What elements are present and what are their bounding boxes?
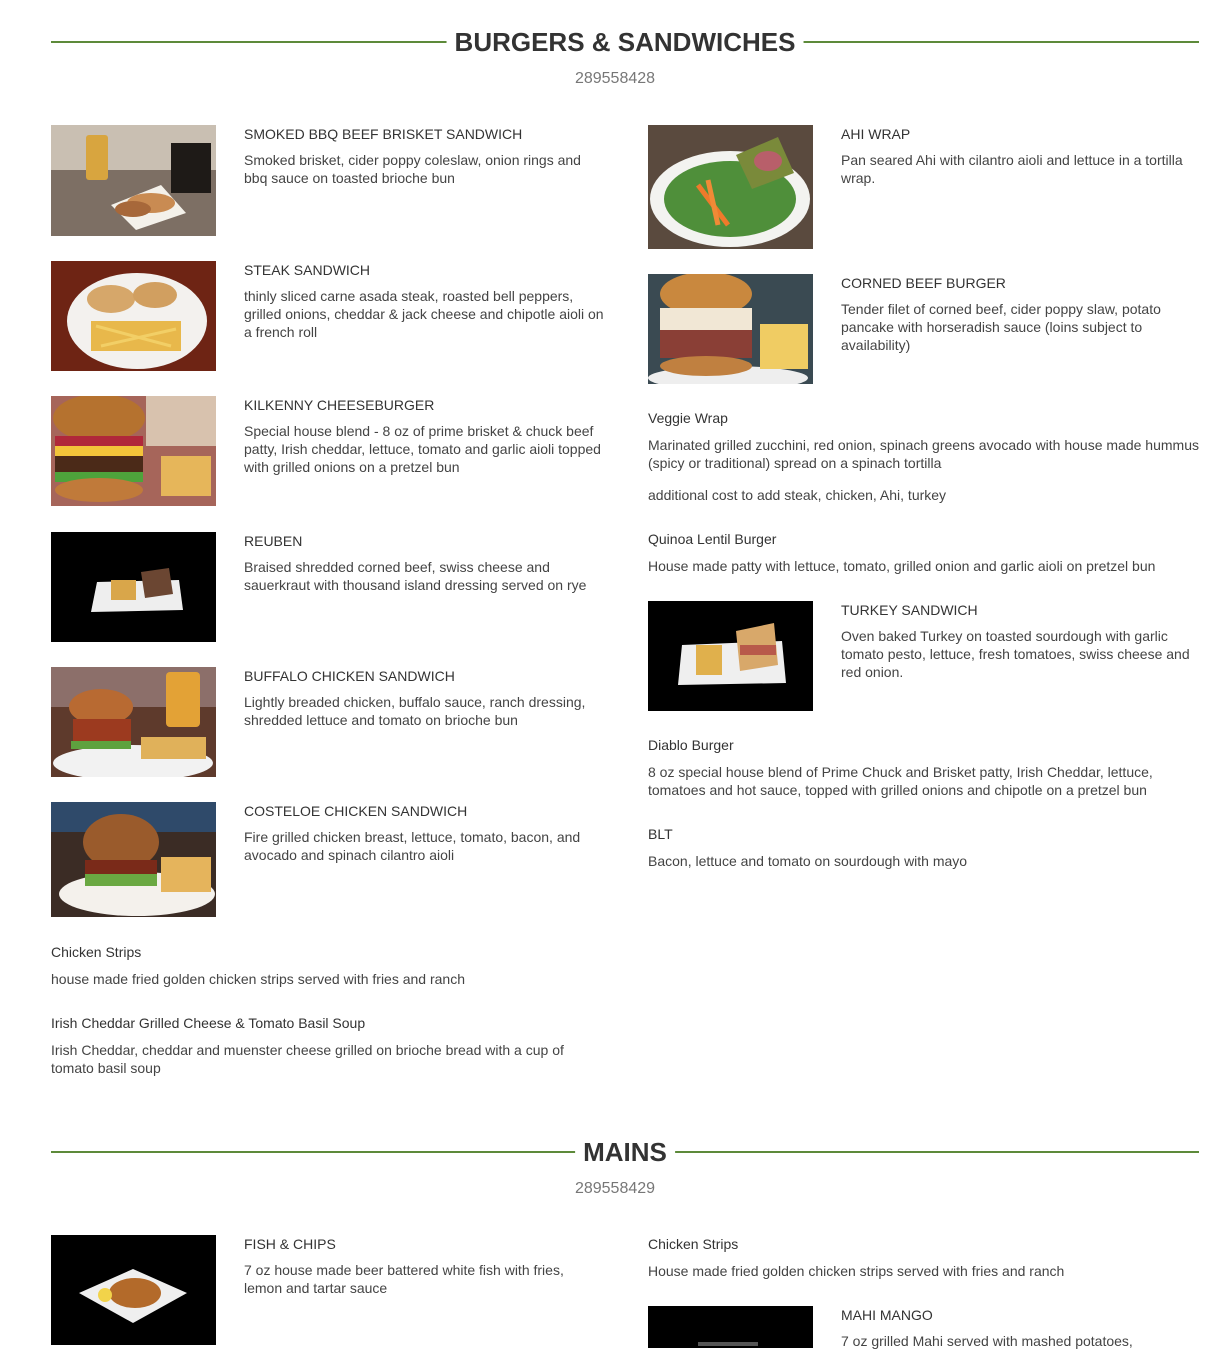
buffalo-chicken-photo (51, 667, 216, 777)
item-name: BLT (648, 826, 673, 842)
item-name: REUBEN (244, 533, 303, 549)
item-name: Veggie Wrap (648, 410, 728, 426)
item-description: Irish Cheddar, cheddar and muenster cheese grilled on brioche bread with a cup of tomato basil soup (51, 1042, 564, 1076)
brisket-sandwich-photo (51, 125, 216, 236)
item-note: additional cost to add steak, chicken, Ahi, turkey (648, 487, 947, 503)
item-description: 8 oz special house blend of Prime Chuck and Brisket patty, Irish Cheddar, lettuce, tomatoes and hot sauce, topped with grilled onions and chipotle on a pretzel bun (648, 764, 1153, 798)
item-name: Chicken Strips (648, 1236, 739, 1252)
item-name: MAHI MANGO (841, 1307, 933, 1323)
cheeseburger-photo (51, 396, 216, 506)
item-name: FISH & CHIPS (244, 1236, 336, 1252)
item-description: Special house blend - 8 oz of prime brisket & chuck beef patty, Irish cheddar, lettuce, tomato and garlic aioli topped with grilled onions on a pretzel bun (244, 423, 601, 475)
section-title: MAINS (575, 1132, 675, 1172)
mahi-mango-photo (648, 1306, 813, 1348)
item-description: Marinated grilled zucchini, red onion, spinach greens avocado with house made hummus (spicy or traditional) spread on a spinach tortilla (648, 437, 1199, 471)
item-description: Oven baked Turkey on toasted sourdough with garlic tomato pesto, lettuce, fresh tomatoes, swiss cheese and red onion. (841, 628, 1190, 680)
item-description: house made fried golden chicken strips served with fries and ranch (51, 971, 465, 987)
item-description: House made fried golden chicken strips served with fries and ranch (648, 1263, 1065, 1279)
item-description: Lightly breaded chicken, buffalo sauce, ranch dressing, shredded lettuce and tomato on brioche bun (244, 694, 586, 728)
item-name: Diablo Burger (648, 737, 734, 753)
item-name: AHI WRAP (841, 126, 911, 142)
item-name: TURKEY SANDWICH (841, 602, 978, 618)
item-description: 7 oz grilled Mahi served with mashed potatoes, (841, 1333, 1133, 1349)
steak-sandwich-photo (51, 261, 216, 371)
item-description: Tender filet of corned beef, cider poppy slaw, potato pancake with horseradish sauce (loins subject to availability) (841, 301, 1161, 353)
ahi-wrap-photo (648, 125, 813, 249)
turkey-sandwich-photo (648, 601, 813, 711)
item-name: Quinoa Lentil Burger (648, 531, 777, 547)
section-title: BURGERS & SANDWICHES (447, 22, 804, 62)
section-header-burgers (51, 22, 1199, 62)
item-name: COSTELOE CHICKEN SANDWICH (244, 803, 468, 819)
item-description: House made patty with lettuce, tomato, grilled onion and garlic aioli on pretzel bun (648, 558, 1156, 574)
item-description: Pan seared Ahi with cilantro aioli and lettuce in a tortilla wrap. (841, 152, 1183, 186)
section-id: 289558429 (574, 1180, 656, 1197)
reuben-photo (51, 532, 216, 642)
item-name: SMOKED BBQ BEEF BRISKET SANDWICH (244, 126, 523, 142)
corned-beef-burger-photo (648, 274, 813, 384)
item-description: Bacon, lettuce and tomato on sourdough with mayo (648, 853, 968, 869)
item-name: Chicken Strips (51, 944, 142, 960)
section-id: 289558428 (574, 70, 656, 87)
item-description: Smoked brisket, cider poppy coleslaw, onion rings and bbq sauce on toasted brioche bun (244, 152, 581, 186)
item-name: BUFFALO CHICKEN SANDWICH (244, 668, 455, 684)
fish-and-chips-photo (51, 1235, 216, 1345)
item-description: thinly sliced carne asada steak, roasted bell peppers, grilled onions, cheddar & jack cheese and chipotle aioli on a french roll (244, 288, 604, 340)
section-header-mains (51, 1132, 1199, 1172)
item-name: Irish Cheddar Grilled Cheese & Tomato Basil Soup (51, 1015, 366, 1031)
item-description: 7 oz house made beer battered white fish with fries, lemon and tartar sauce (244, 1262, 564, 1296)
costeloe-chicken-photo (51, 802, 216, 917)
item-name: KILKENNY CHEESEBURGER (244, 397, 435, 413)
item-description: Braised shredded corned beef, swiss cheese and sauerkraut with thousand island dressing served on rye (244, 559, 587, 593)
item-name: CORNED BEEF BURGER (841, 275, 1006, 291)
item-description: Fire grilled chicken breast, lettuce, tomato, bacon, and avocado and spinach cilantro aioli (244, 829, 581, 863)
item-name: STEAK SANDWICH (244, 262, 371, 278)
